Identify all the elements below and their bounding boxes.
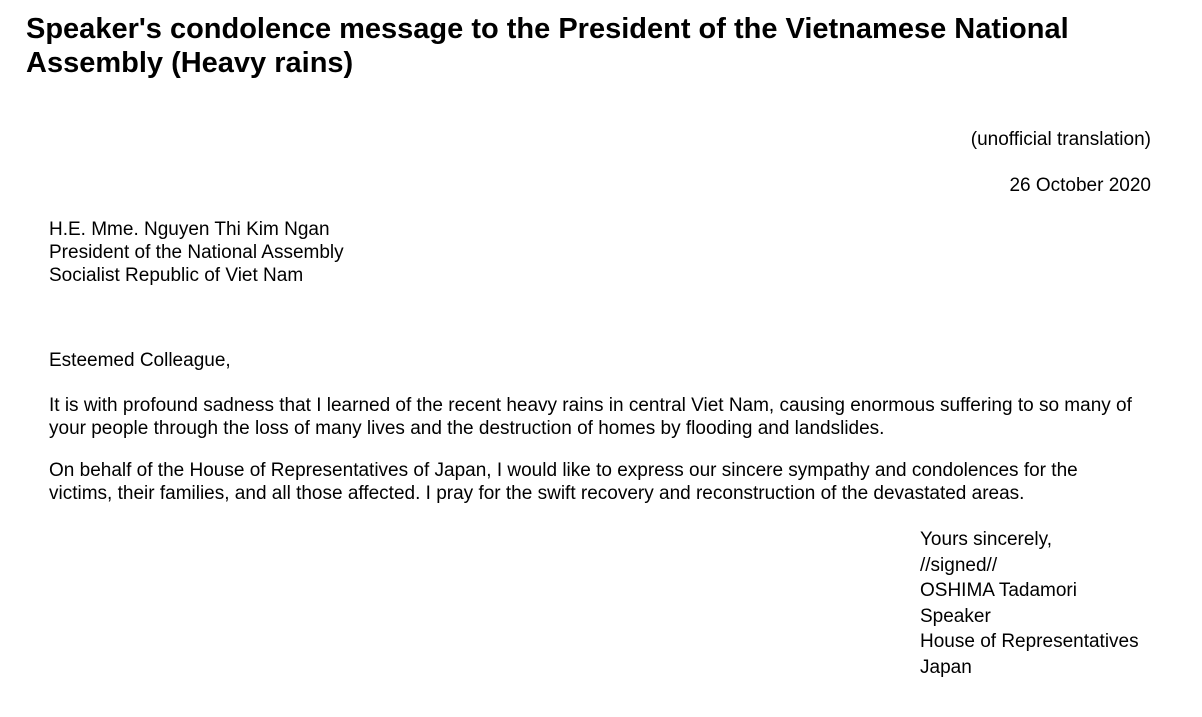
addressee-block — [49, 218, 344, 287]
signature-block — [920, 527, 1139, 680]
signature-signed: //signed// — [920, 554, 998, 576]
body-paragraph: On behalf of the House of Representatives of Japan, I would like to express our sincere sympathy and condolences for the victims, their families, and all those affected. I pray for the swift recovery and reconstruction of the devastated areas. — [49, 460, 1078, 504]
page-title: Speaker's condolence message to the President of the Vietnamese National Assembly (Heavy rains) — [26, 13, 1069, 79]
signatory-country: Japan — [920, 656, 972, 678]
addressee-name: H.E. Mme. Nguyen Thi Kim Ngan — [49, 219, 330, 240]
body-paragraph: It is with profound sadness that I learned of the recent heavy rains in central Viet Nam, causing enormous suffering to so many of your people through the loss of many lives and the destruction of homes by flooding and landslides. — [49, 395, 1132, 439]
signatory-body: House of Representatives — [920, 631, 1139, 652]
salutation: Esteemed Colleague, — [49, 350, 231, 371]
signatory-name: OSHIMA Tadamori — [920, 580, 1077, 601]
letter-date: 26 October 2020 — [1009, 175, 1151, 196]
addressee-position: President of the National Assembly — [49, 242, 344, 263]
addressee-country: Socialist Republic of Viet Nam — [49, 265, 304, 286]
signatory-title: Speaker — [920, 605, 991, 627]
translation-note: (unofficial translation) — [970, 129, 1151, 150]
signature-closing: Yours sincerely, — [920, 529, 1053, 550]
